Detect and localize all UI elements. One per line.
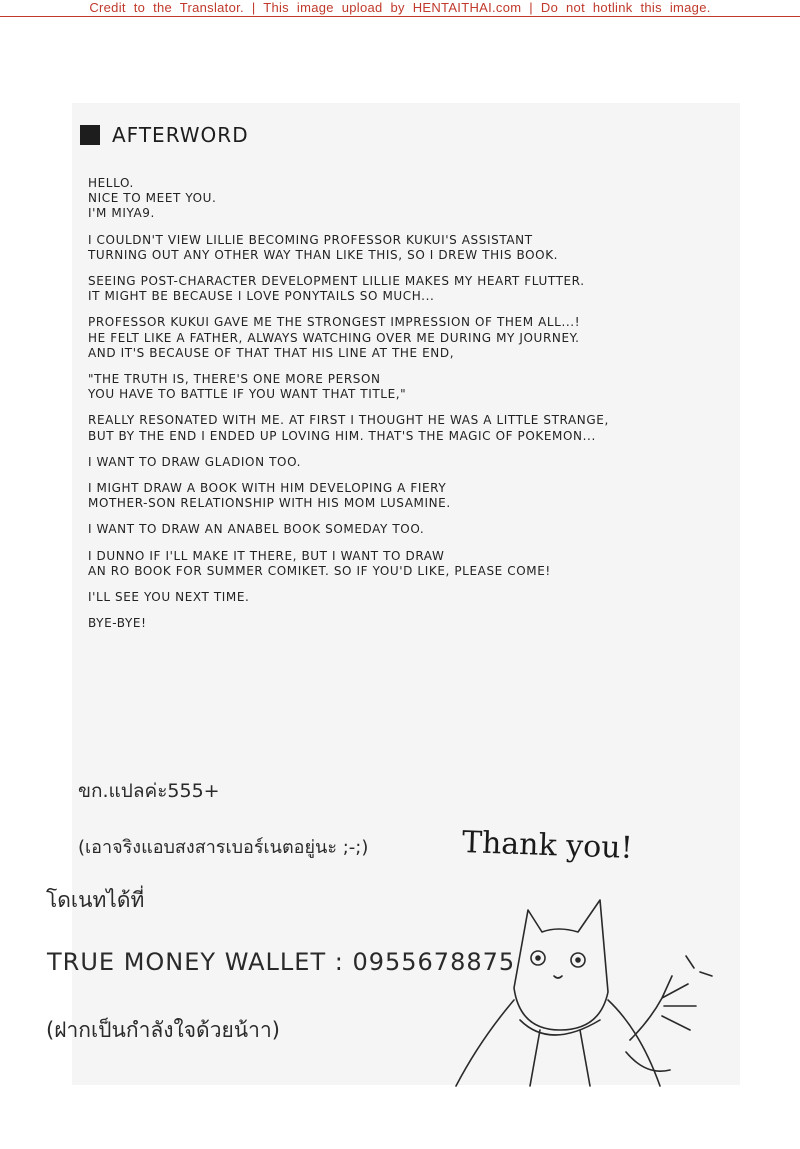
afterword-line: I'M MIYA9. bbox=[88, 206, 155, 221]
afterword-line: BYE-BYE! bbox=[88, 616, 147, 631]
afterword-paragraph bbox=[88, 455, 728, 470]
translator-note-1: ขก.แปลค่ะ555+ bbox=[78, 780, 220, 802]
thank-you-text: Thank you! bbox=[461, 825, 634, 866]
afterword-title: AFTERWORD bbox=[112, 123, 249, 147]
afterword-line: AN RO BOOK FOR SUMMER COMIKET. SO IF YOU'D LIKE, PLEASE COME! bbox=[88, 563, 551, 578]
translator-note-3: (ฝากเป็นกำลังใจด้วยน้าา) bbox=[46, 1018, 280, 1042]
afterword-line: BUT BY THE END I ENDED UP LOVING HIM. THAT'S THE MAGIC OF POKEMON... bbox=[88, 428, 596, 443]
afterword-line: MOTHER-SON RELATIONSHIP WITH HIS MOM LUSAMINE. bbox=[88, 496, 451, 511]
afterword-body bbox=[88, 176, 728, 642]
afterword-paragraph bbox=[88, 590, 728, 605]
afterword-line: SEEING POST-CHARACTER DEVELOPMENT LILLIE MAKES MY HEART FLUTTER. bbox=[88, 274, 585, 289]
afterword-paragraph bbox=[88, 274, 728, 304]
afterword-heading bbox=[80, 122, 249, 148]
translator-note-2: (เอาจริงแอบสงสารเบอร์เนตอยู่นะ ;-;) bbox=[78, 837, 369, 858]
afterword-line: I WANT TO DRAW GLADION TOO. bbox=[88, 454, 302, 469]
afterword-line: REALLY RESONATED WITH ME. AT FIRST I THOUGHT HE WAS A LITTLE STRANGE, bbox=[88, 413, 609, 428]
afterword-paragraph bbox=[88, 315, 728, 361]
afterword-line: I WANT TO DRAW AN ANABEL BOOK SOMEDAY TOO. bbox=[88, 522, 425, 537]
afterword-line: IT MIGHT BE BECAUSE I LOVE PONYTAILS SO MUCH... bbox=[88, 289, 435, 304]
afterword-line: HELLO. bbox=[88, 176, 134, 190]
afterword-line: AND IT'S BECAUSE OF THAT THAT HIS LINE AT THE END, bbox=[88, 345, 455, 360]
afterword-paragraph bbox=[88, 522, 728, 537]
credit-banner: Credit to the Translator. | This image upload by HENTAITHAI.com | Do not hotlink this image. bbox=[0, 0, 800, 17]
afterword-line: I DUNNO IF I'LL MAKE IT THERE, BUT I WANT TO DRAW bbox=[88, 548, 445, 563]
afterword-line: HE FELT LIKE A FATHER, ALWAYS WATCHING OVER ME DURING MY JOURNEY. bbox=[88, 330, 580, 345]
afterword-line: I'LL SEE YOU NEXT TIME. bbox=[88, 590, 250, 605]
afterword-line: PROFESSOR KUKUI GAVE ME THE STRONGEST IMPRESSION OF THEM ALL...! bbox=[88, 315, 581, 330]
afterword-paragraph bbox=[88, 176, 728, 222]
afterword-paragraph bbox=[88, 616, 728, 631]
afterword-paragraph bbox=[88, 372, 728, 402]
wallet-number: TRUE MONEY WALLET : 0955678875 bbox=[47, 948, 516, 976]
afterword-line: I MIGHT DRAW A BOOK WITH HIM DEVELOPING A FIERY bbox=[88, 481, 447, 496]
afterword-paragraph bbox=[88, 413, 728, 443]
afterword-paragraph bbox=[88, 549, 728, 579]
afterword-line: TURNING OUT ANY OTHER WAY THAN LIKE THIS, SO I DREW THIS BOOK. bbox=[88, 247, 559, 262]
afterword-paragraph bbox=[88, 233, 728, 263]
donate-label: โดเนทได้ที่ bbox=[46, 888, 145, 912]
afterword-line: "THE TRUTH IS, THERE'S ONE MORE PERSON bbox=[88, 372, 381, 387]
afterword-line: NICE TO MEET YOU. bbox=[88, 191, 217, 206]
cat-illustration bbox=[450, 880, 750, 1090]
afterword-paragraph bbox=[88, 481, 728, 511]
heading-square-icon bbox=[80, 125, 100, 145]
afterword-line: I COULDN'T VIEW LILLIE BECOMING PROFESSOR KUKUI'S ASSISTANT bbox=[88, 232, 533, 247]
afterword-line: YOU HAVE TO BATTLE IF YOU WANT THAT TITLE," bbox=[88, 387, 407, 402]
